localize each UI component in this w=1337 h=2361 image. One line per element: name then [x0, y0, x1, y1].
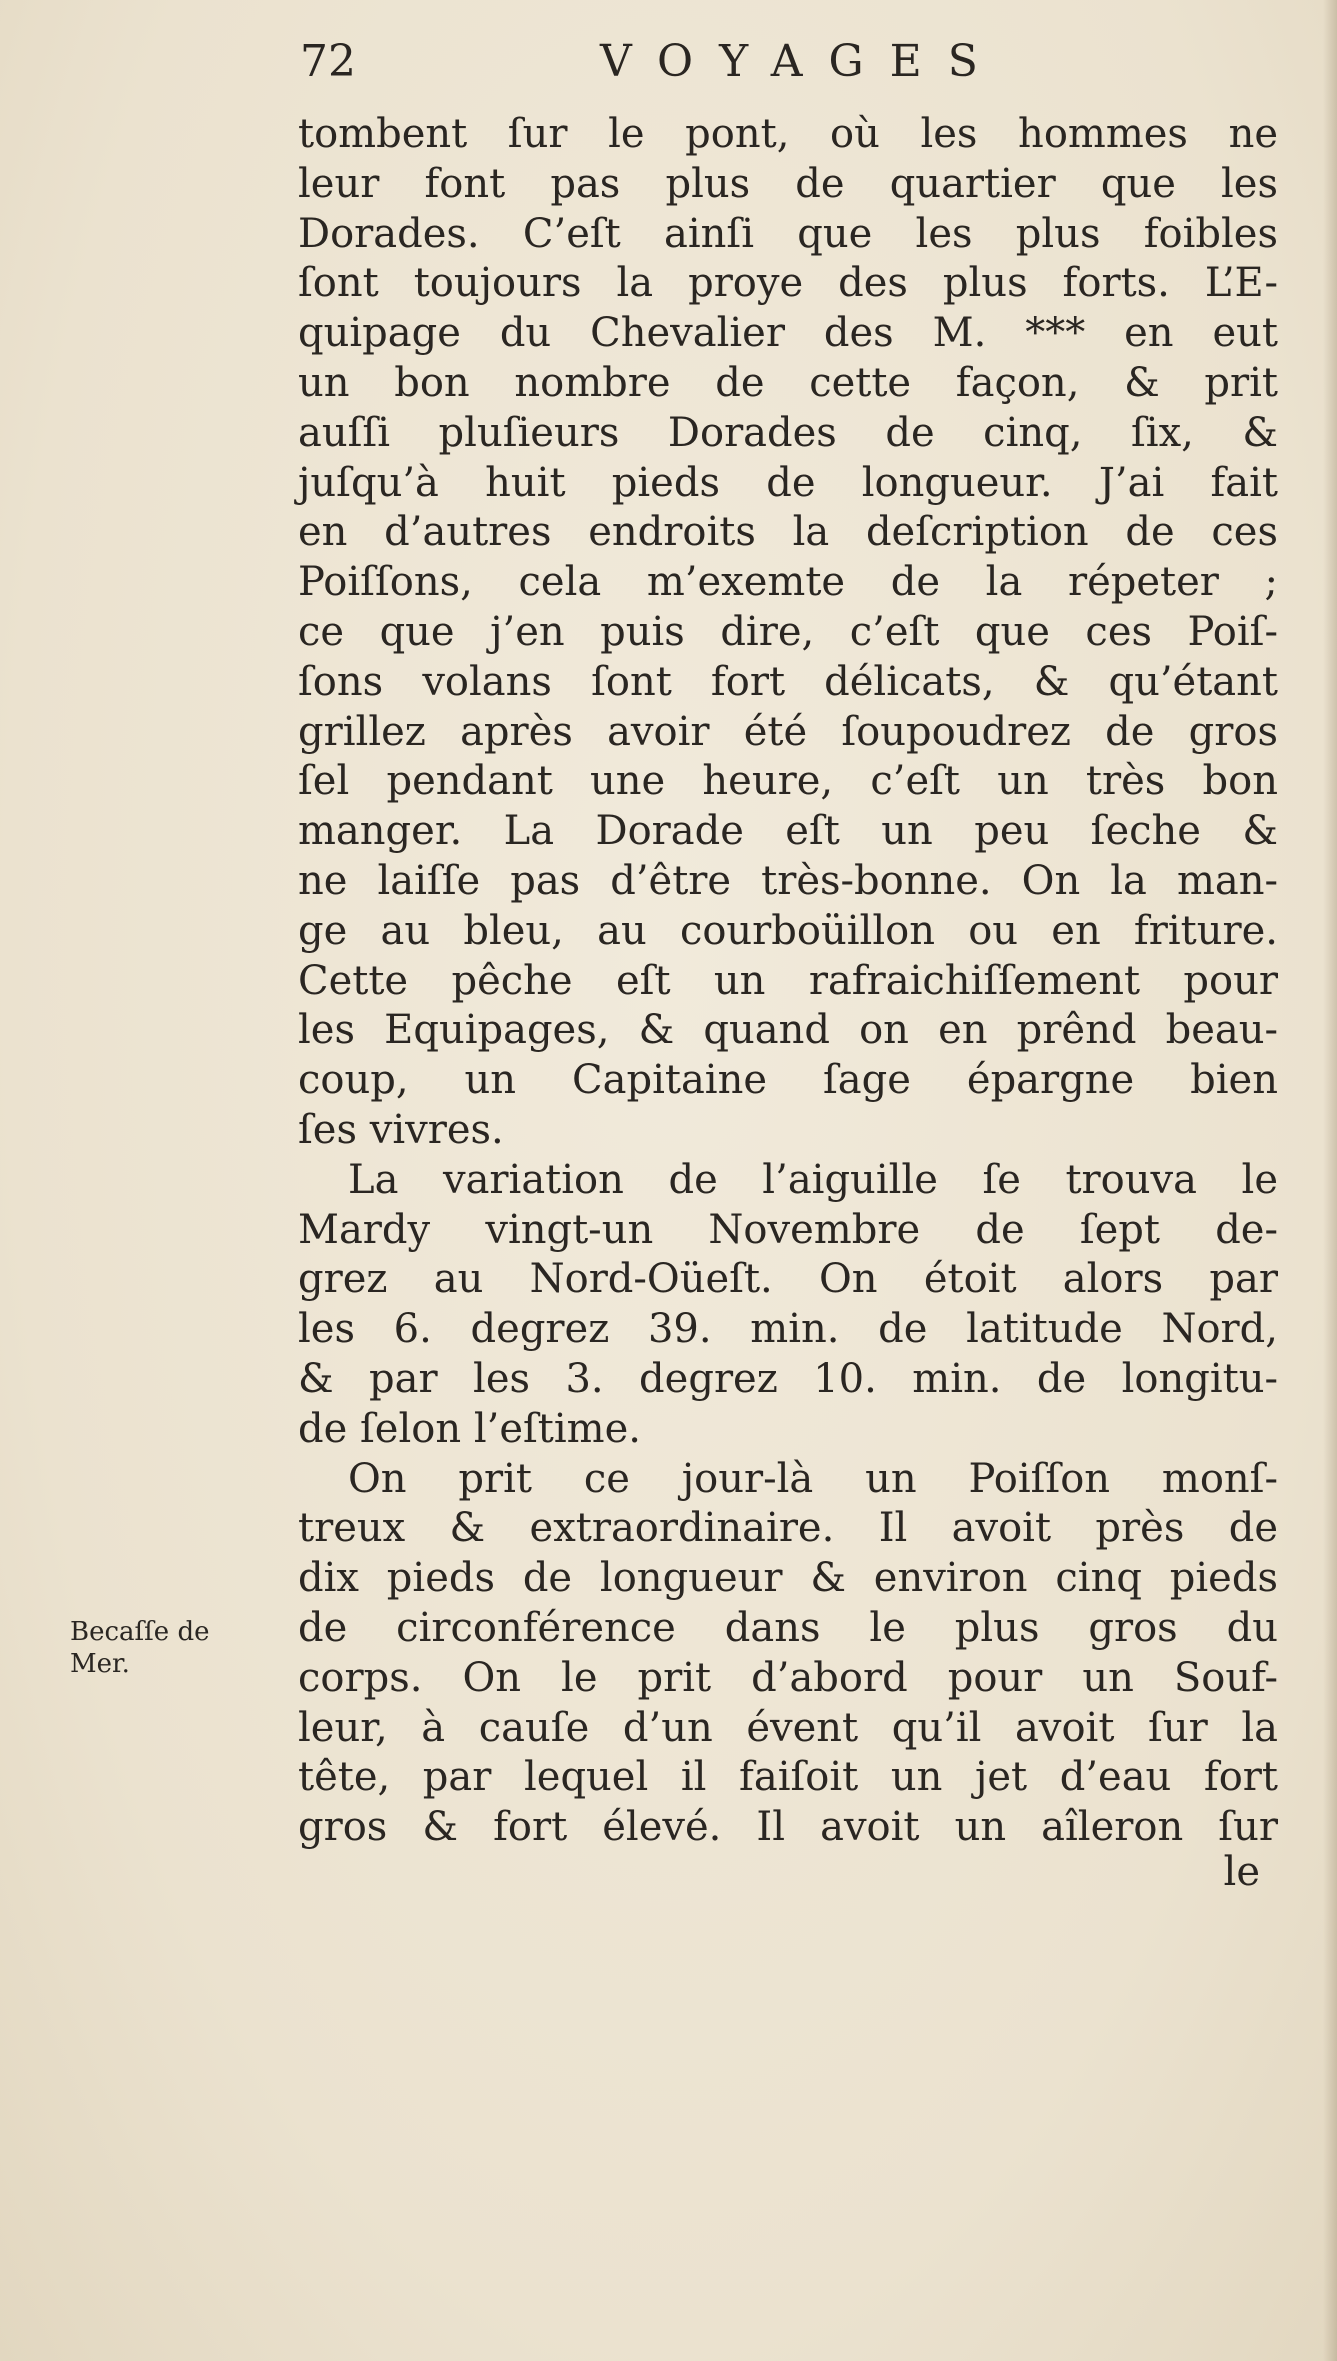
text-line: de ſelon l’eſtime.: [298, 1405, 641, 1452]
text-line: ge au bleu, au courboüillon ou en friture.: [298, 907, 1278, 954]
marginal-note-line: Mer.: [70, 1649, 130, 1679]
text-line: quipage du Chevalier des M. *** en eut: [298, 310, 1278, 357]
text-line: leur font pas plus de quartier que les: [298, 160, 1278, 207]
text-line: ne laiſſe pas d’être très-bonne. On la man-: [298, 857, 1278, 904]
page-edge-shadow: [1323, 0, 1337, 2361]
text-line: manger. La Dorade eſt un peu ſeche &: [298, 808, 1278, 855]
text-line: ce que j’en puis dire, c’eſt que ces Poiſ-: [298, 608, 1278, 655]
text-line: corps. On le prit d’abord pour un Souf-: [298, 1654, 1278, 1701]
text-line: grez au Nord-Oüeſt. On étoit alors par: [298, 1256, 1278, 1303]
text-line: La variation de l’aiguille ſe trouva le: [348, 1156, 1278, 1203]
text-line: Dorades. C’eſt ainſi que les plus foibles: [298, 210, 1278, 257]
text-line: coup, un Capitaine ſage épargne bien: [298, 1057, 1278, 1104]
text-line: tête, par lequel il faiſoit un jet d’eau fort: [298, 1754, 1278, 1801]
body-text: [298, 110, 1278, 1895]
text-line: les 6. degrez 39. min. de latitude Nord,: [298, 1306, 1278, 1353]
text-line: un bon nombre de cette façon, & prit: [298, 359, 1278, 406]
text-line: Poiſſons, cela m’exemte de la répeter ;: [298, 559, 1278, 606]
text-line: treux & extraordinaire. Il avoit près de: [298, 1505, 1278, 1552]
text-line: grillez après avoir été ſoupoudrez de gros: [298, 708, 1278, 755]
running-title: VOYAGES: [600, 36, 1004, 87]
page-number: 72: [300, 36, 356, 87]
text-line: dix pieds de longueur & environ cinq pieds: [298, 1555, 1278, 1602]
text-line: ſes vivres.: [298, 1106, 504, 1153]
text-line: en d’autres endroits la deſcription de ces: [298, 509, 1278, 556]
text-line: juſqu’à huit pieds de longueur. J’ai fait: [298, 459, 1278, 506]
text-line: Cette pêche eſt un rafraichiſſement pour: [298, 957, 1278, 1004]
text-line: auſſi pluſieurs Dorades de cinq, ſix, &: [298, 409, 1278, 456]
text-line: ſons volans ſont fort délicats, & qu’étant: [298, 658, 1278, 705]
text-line: Mardy vingt-un Novembre de ſept de-: [298, 1206, 1278, 1253]
text-line: ſel pendant une heure, c’eſt un très bon: [298, 758, 1278, 805]
text-line: ſont toujours la proye des plus forts. L’E-: [298, 260, 1278, 307]
marginal-note: [70, 1616, 280, 1680]
catchword: le: [1223, 1848, 1260, 1895]
text-line: & par les 3. degrez 10. min. de longitu-: [298, 1355, 1278, 1402]
text-line: leur, à cauſe d’un évent qu’il avoit ſur la: [298, 1704, 1278, 1751]
marginal-note-line: Becaſſe de: [70, 1617, 210, 1647]
text-line: On prit ce jour-là un Poiſſon monſ-: [348, 1455, 1278, 1502]
page-header: [300, 32, 1060, 92]
text-line: de circonférence dans le plus gros du: [298, 1604, 1278, 1651]
text-line: tombent ſur le pont, où les hommes ne: [298, 111, 1278, 157]
text-line: gros & fort élevé. Il avoit un aîleron ſur: [298, 1804, 1278, 1851]
text-line: les Equipages, & quand on en prênd beau-: [298, 1007, 1278, 1054]
